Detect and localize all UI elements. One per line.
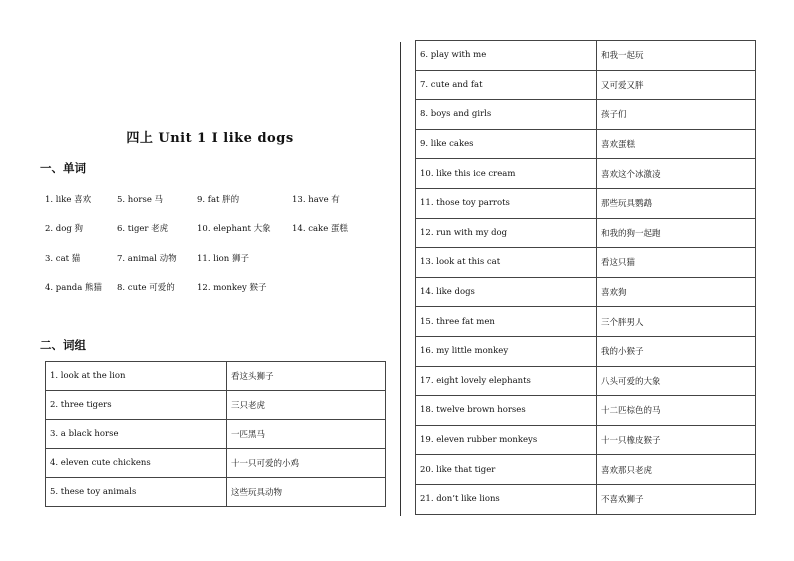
table-row: [416, 100, 756, 130]
word-item: 4. panda 熊猫: [45, 283, 103, 293]
table-row: [46, 478, 386, 507]
table-row: [416, 425, 756, 455]
word-item: 6. tiger 老虎: [117, 224, 169, 234]
table-row: [416, 248, 756, 278]
table-row: [416, 277, 756, 307]
table-row: [416, 188, 756, 218]
table-row: [416, 159, 756, 189]
section-phrases-heading: 二、词组: [40, 338, 86, 352]
phrases-table-left: [45, 361, 386, 507]
phrase-english: 18. twelve brown horses: [416, 396, 597, 426]
table-row: [416, 396, 756, 426]
phrase-chinese: 一匹黑马: [227, 420, 386, 449]
word-item: 1. like 喜欢: [45, 195, 92, 205]
word-item: 8. cute 可爱的: [117, 283, 175, 293]
phrase-english: 21. don’t like lions: [416, 484, 597, 514]
phrases-table-right: [415, 40, 756, 515]
phrase-chinese: 和我一起玩: [597, 41, 756, 71]
table-row: [416, 484, 756, 514]
phrase-english: 4. eleven cute chickens: [46, 449, 227, 478]
phrase-chinese: 看这只猫: [597, 248, 756, 278]
phrase-english: 11. those toy parrots: [416, 188, 597, 218]
phrase-chinese: 十一只橡皮猴子: [597, 425, 756, 455]
phrase-chinese: 不喜欢狮子: [597, 484, 756, 514]
phrase-chinese: 喜欢蛋糕: [597, 129, 756, 159]
phrase-english: 12. run with my dog: [416, 218, 597, 248]
phrase-chinese: 八头可爱的大象: [597, 366, 756, 396]
table-row: [416, 129, 756, 159]
phrase-chinese: 喜欢狗: [597, 277, 756, 307]
table-row: [46, 449, 386, 478]
word-item: 3. cat 猫: [45, 254, 81, 264]
table-row: [416, 70, 756, 100]
word-item: 10. elephant 大象: [197, 224, 271, 234]
table-row: [416, 218, 756, 248]
phrase-english: 13. look at this cat: [416, 248, 597, 278]
table-row: [416, 41, 756, 71]
table-row: [416, 307, 756, 337]
column-divider: [400, 42, 401, 516]
phrase-english: 6. play with me: [416, 41, 597, 71]
table-row: [416, 455, 756, 485]
phrase-chinese: 孩子们: [597, 100, 756, 130]
page-title: 四上 Unit 1 I like dogs: [126, 131, 294, 146]
phrase-english: 5. these toy animals: [46, 478, 227, 507]
phrase-english: 1. look at the lion: [46, 362, 227, 391]
phrase-english: 19. eleven rubber monkeys: [416, 425, 597, 455]
phrase-chinese: 喜欢那只老虎: [597, 455, 756, 485]
section-words-heading: 一、单词: [40, 161, 86, 175]
phrase-chinese: 又可爱又胖: [597, 70, 756, 100]
word-item: 5. horse 马: [117, 195, 164, 205]
phrase-chinese: 喜欢这个冰激凌: [597, 159, 756, 189]
phrase-english: 8. boys and girls: [416, 100, 597, 130]
phrase-chinese: 我的小猴子: [597, 336, 756, 366]
word-item: 2. dog 狗: [45, 224, 84, 234]
phrase-chinese: 三个胖男人: [597, 307, 756, 337]
phrase-english: 17. eight lovely elephants: [416, 366, 597, 396]
phrase-english: 10. like this ice cream: [416, 159, 597, 189]
phrase-chinese: 这些玩具动物: [227, 478, 386, 507]
word-item: 12. monkey 猴子: [197, 283, 267, 293]
phrase-chinese: 十一只可爱的小鸡: [227, 449, 386, 478]
phrase-chinese: 和我的狗一起跑: [597, 218, 756, 248]
table-row: [416, 336, 756, 366]
phrase-english: 7. cute and fat: [416, 70, 597, 100]
word-item: 11. lion 狮子: [197, 254, 249, 264]
table-row: [46, 420, 386, 449]
table-row: [46, 391, 386, 420]
word-item: 9. fat 胖的: [197, 195, 240, 205]
phrase-english: 2. three tigers: [46, 391, 227, 420]
phrase-english: 3. a black horse: [46, 420, 227, 449]
phrase-english: 9. like cakes: [416, 129, 597, 159]
phrase-chinese: 三只老虎: [227, 391, 386, 420]
table-row: [46, 362, 386, 391]
phrase-english: 16. my little monkey: [416, 336, 597, 366]
phrase-english: 15. three fat men: [416, 307, 597, 337]
phrase-english: 14. like dogs: [416, 277, 597, 307]
phrase-chinese: 看这头狮子: [227, 362, 386, 391]
word-item: 7. animal 动物: [117, 254, 177, 264]
word-item: 13. have 有: [292, 195, 340, 205]
table-row: [416, 366, 756, 396]
phrase-chinese: 那些玩具鹦鹉: [597, 188, 756, 218]
word-item: 14. cake 蛋糕: [292, 224, 348, 234]
phrase-chinese: 十二匹棕色的马: [597, 396, 756, 426]
phrase-english: 20. like that tiger: [416, 455, 597, 485]
